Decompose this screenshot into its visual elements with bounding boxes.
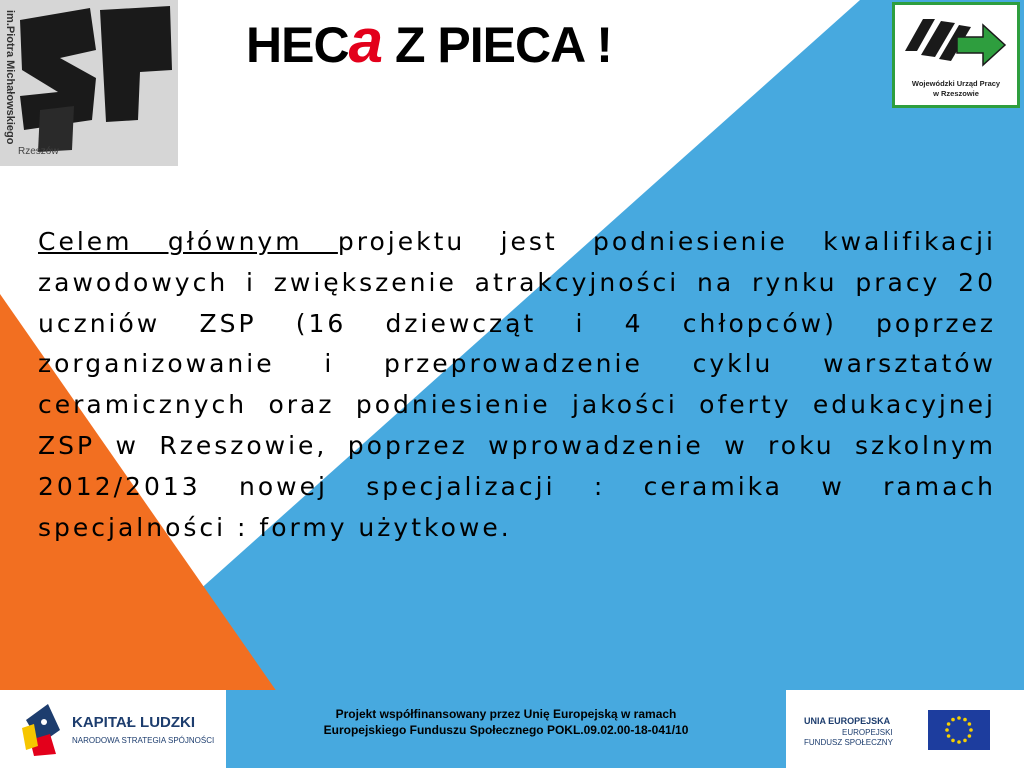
funding-line-2: Europejskiego Funduszu Społecznego POKL.09.02.00-18-041/10 — [323, 723, 689, 737]
title-part-1: HEC — [246, 17, 349, 73]
school-city: Rzeszów — [18, 146, 59, 157]
description-highlight-year: 2012/2013 — [38, 471, 201, 501]
description-highlight-workshops: warsztatów ceramicznych — [38, 349, 996, 420]
funding-line-1: Projekt współfinansowany przez Unię Europejską w ramach — [335, 707, 677, 721]
description-highlight-specialization: ceramika w ramach specjalności : formy użytkowe. — [38, 471, 996, 542]
title-part-2: a — [348, 7, 383, 76]
labor-office-name-line-2: w Rzeszowie — [933, 89, 979, 98]
eu-name: UNIA EUROPEJSKA — [804, 716, 891, 726]
project-funding-note — [226, 690, 786, 768]
labor-office-name-line-1: Wojewódzki Urząd Pracy — [911, 79, 1001, 88]
description-text-1: projektu jest podniesienie kwalifikacji zawodowych i zwiększenie atrakcyjności na rynku pracy 20 uczniów ZSP (16 dziewcząt i 4 chłopców) poprzez zorganizowanie i przeprowadzenie cyklu — [38, 227, 996, 379]
eu-logo — [786, 690, 1024, 768]
eu-fund-line-2: FUNDUSZ SPOŁECZNY — [804, 738, 893, 747]
description-text-2: oraz podniesienie jakości oferty edukacyjnej ZSP w Rzeszowie, poprzez wprowadzenie w roku szkolnym — [38, 390, 996, 460]
labor-office-logo-icon — [892, 2, 1020, 108]
description-highlight-goal: Celem głównym — [38, 227, 338, 256]
title-part-3: Z PIECA ! — [382, 17, 612, 73]
project-description — [38, 222, 996, 548]
page-title — [246, 6, 612, 77]
kapital-ludzki-logo — [0, 690, 226, 768]
eu-flag-icon — [928, 710, 990, 750]
eu-fund-line-1: EUROPEJSKI — [842, 728, 893, 737]
description-text-3: nowej specjalizacji : — [200, 471, 644, 501]
kapital-ludzki-subtitle: NARODOWA STRATEGIA SPÓJNOŚCI — [72, 736, 215, 745]
kapital-ludzki-logo-icon — [20, 700, 66, 758]
kapital-ludzki-title: KAPITAŁ LUDZKI — [72, 714, 196, 731]
school-name-vertical: im.Piotra Michałowskiego — [4, 10, 16, 145]
school-logo-icon — [0, 0, 178, 166]
footer-bar — [0, 690, 1024, 768]
